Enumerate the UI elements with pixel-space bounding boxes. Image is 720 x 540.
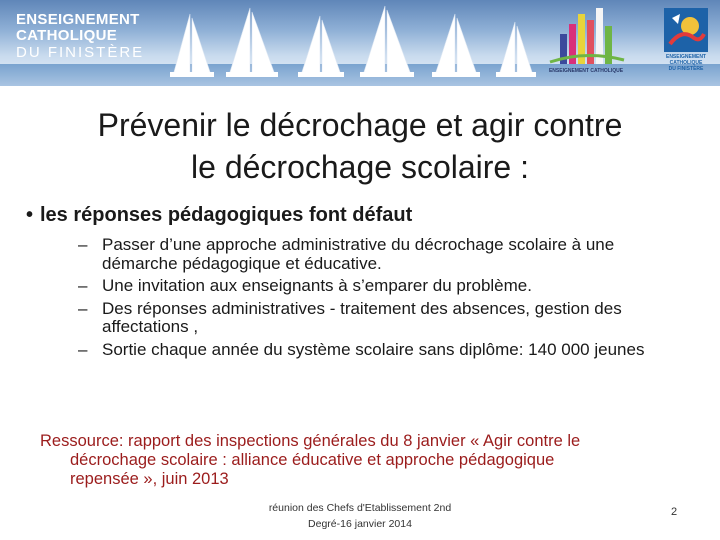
brand-wordmark [16, 12, 166, 62]
slide-title [40, 104, 680, 188]
sub-bullet-item [78, 236, 680, 273]
brand-line-3: DU FINISTÈRE [16, 44, 145, 61]
bullet-marker: • [26, 204, 34, 226]
footer-note [230, 500, 490, 532]
title-line-1: Prévenir le décrochage et agir contre [97, 107, 623, 143]
logo1-caption: ENSEIGNEMENT CATHOLIQUE [548, 68, 624, 74]
sub-bullet-text: Des réponses administratives - traitement des absences, gestion des affectations , [102, 298, 622, 336]
brand-line-2: CATHOLIQUE [16, 27, 118, 44]
main-bullet [26, 203, 680, 227]
resource-line-1: Ressource: rapport des inspections générales du 8 janvier « Agir contre le [40, 432, 581, 450]
sailboats-image [170, 4, 590, 82]
logo2-caption-2: CATHOLIQUE [669, 60, 703, 66]
main-bullet-text: les réponses pédagogiques font défaut [40, 204, 413, 226]
resource-citation [40, 432, 680, 489]
sub-bullet-marker: – [78, 339, 88, 359]
sub-bullet-marker: – [78, 298, 88, 318]
sub-bullet-text: Une invitation aux enseignants à s’emparer du problème. [102, 276, 532, 295]
slide-number: 2 [670, 506, 678, 518]
logo2-caption [664, 54, 708, 72]
title-line-2: le décrochage scolaire : [191, 149, 529, 185]
sub-bullet-item [78, 341, 680, 360]
sub-bullet-text: Passer d’une approche administrative du décrochage scolaire à une démarche pédagogique et éducative. [102, 235, 615, 273]
color-bars-icon [546, 6, 626, 68]
logo2-caption-1: ENSEIGNEMENT [665, 54, 706, 60]
sub-bullet-marker: – [78, 235, 88, 254]
sub-bullet-item [78, 300, 680, 337]
sub-bullet-list [78, 236, 680, 363]
sub-bullet-item [78, 277, 680, 296]
diocese-emblem-icon [664, 8, 708, 52]
resource-line-3: repensée », juin 2013 [70, 470, 229, 488]
resource-line-2: décrochage scolaire : alliance éducative et approche pédagogique [70, 451, 555, 469]
header-banner [0, 0, 720, 86]
enseignement-catholique-logo [546, 6, 626, 80]
footer-note-line-2: Degré-16 janvier 2014 [308, 518, 412, 530]
sub-bullet-text: Sortie chaque année du système scolaire sans diplôme: 140 000 jeunes [102, 339, 645, 359]
sub-bullet-marker: – [78, 276, 88, 295]
diocese-logo [664, 8, 708, 74]
footer-note-line-1: réunion des Chefs d'Etablissement 2nd [268, 502, 452, 514]
brand-line-1: ENSEIGNEMENT [16, 11, 140, 28]
logo2-caption-3: DU FINISTÈRE [668, 66, 704, 72]
